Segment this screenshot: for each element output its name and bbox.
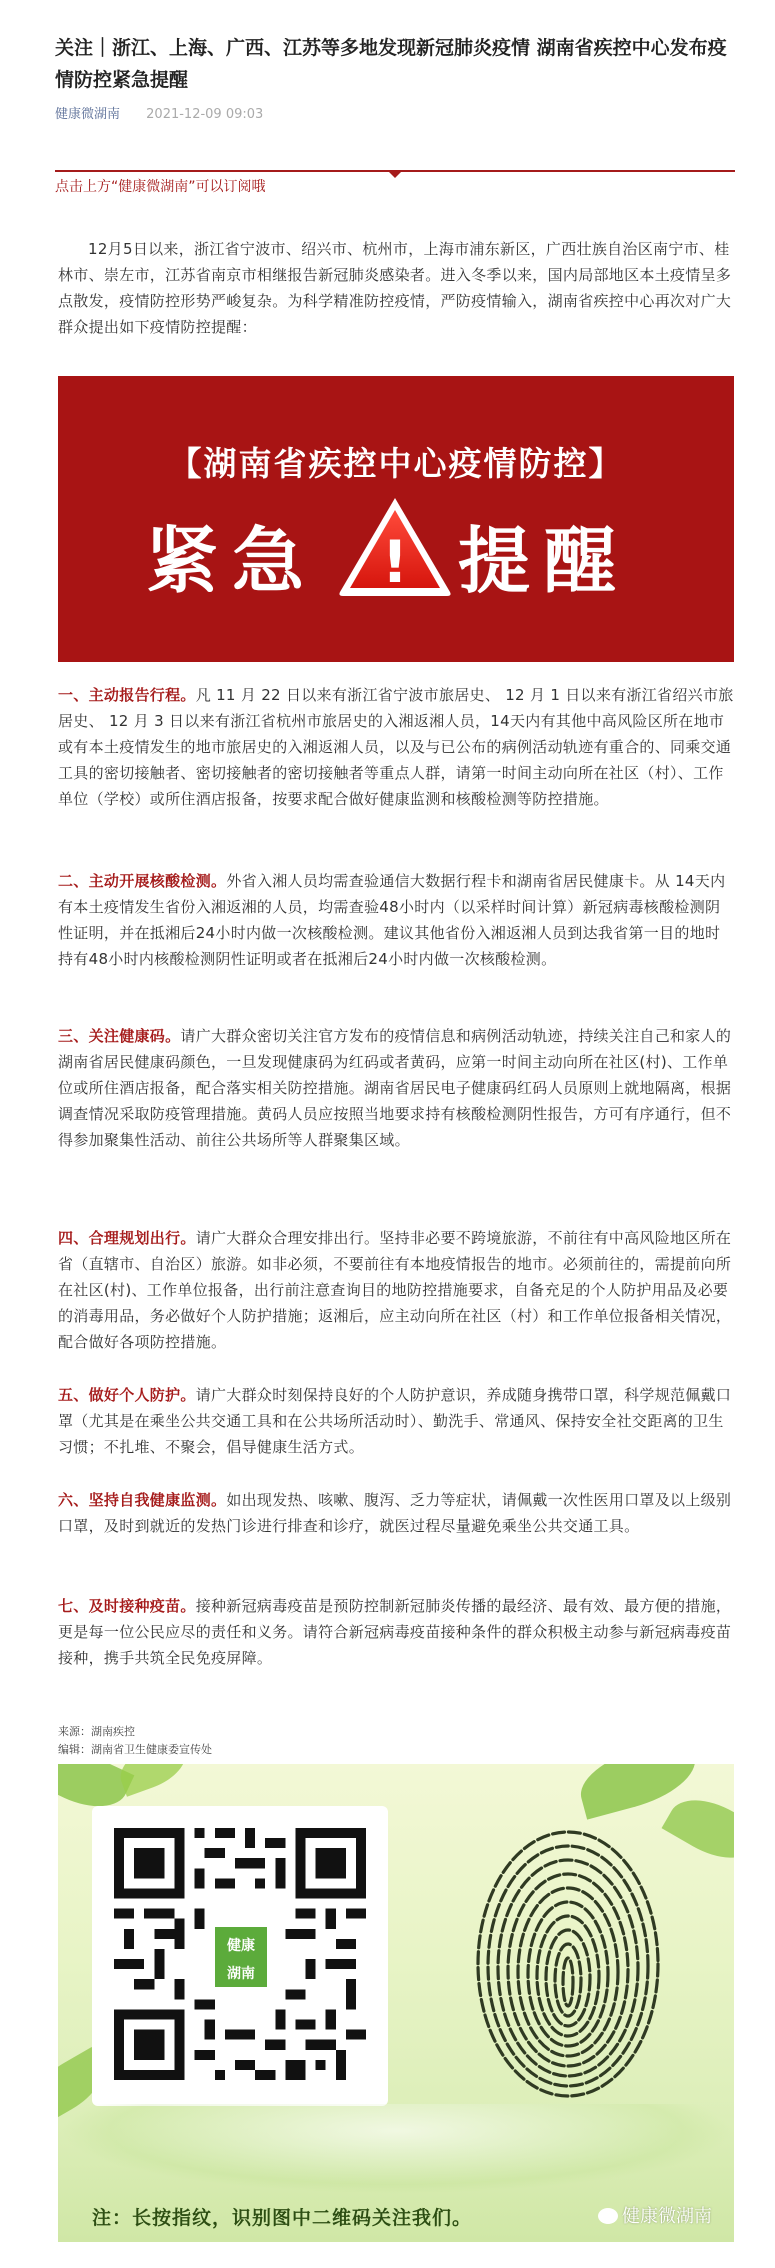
- section-6-heading: 六、坚持自我健康监测。: [58, 1491, 227, 1509]
- section-7-heading: 七、及时接种疫苗。: [58, 1597, 196, 1615]
- leaf-decoration: [113, 1764, 192, 1797]
- wechat-icon: [598, 2208, 618, 2224]
- article-title: 关注｜浙江、上海、广西、江苏等多地发现新冠肺炎疫情 湖南省疾控中心发布疫情防控紧急提醒: [55, 37, 727, 91]
- watermark: [598, 2202, 712, 2228]
- section-1: [58, 682, 734, 812]
- credit-editor: 编辑：湖南省卫生健康委宣传处: [58, 1743, 212, 1756]
- divider-notch: [387, 170, 403, 178]
- section-4-body: 请广大群众合理安排出行。坚持非必要不跨境旅游，不前往有中高风险地区所在省（直辖市、自治区）旅游。如非必须，不要前往有本地疫情报告的地市。必须前往的，需提前向所在社区(村)、工作单位报备，出行前注意查询目的地防控措施要求，自备充足的个人防护用品及必要的消毒用品，务必做好个人防护措施；返湘后，应主动向所在社区（村）和工作单位报备相关情况，配合做好各项防控措施。: [58, 1229, 732, 1351]
- section-1-body: 凡 11 月 22 日以来有浙江省宁波市旅居史、 12 月 1 日以来有浙江省绍兴市旅居史、 12 月 3 日以来有浙江省杭州市旅居史的入湘返湘人员，14天内有其他中高风险区所在地市或有本土疫情发生的地市旅居史的入湘返湘人员，以及与已公布的病例活动轨迹有重合的、同乘交通工具的密切接触者、密切接触者的密切接触者等重点人群，请第一时间主动向所在社区（村）、工作单位（学校）或所住酒店报备，按要求配合做好健康监测和核酸检测等防控措施。: [58, 686, 734, 808]
- section-7: [58, 1593, 734, 1671]
- qr-center-logo: [212, 1924, 270, 1990]
- subscribe-tip[interactable]: 点击上方“健康微湖南”可以订阅哦: [55, 179, 266, 195]
- publish-date: 2021-12-09 09:03: [146, 107, 264, 122]
- fingerprint-icon[interactable]: [470, 1824, 666, 2104]
- section-3-heading: 三、关注健康码。: [58, 1027, 181, 1045]
- section-4: [58, 1225, 734, 1355]
- section-1-heading: 一、主动报告行程。: [58, 686, 196, 704]
- warning-icon: [336, 494, 454, 598]
- section-3-body: 请广大群众密切关注官方发布的疫情信息和病例活动轨迹，持续关注自己和家人的湖南省居民健康码颜色，一旦发现健康码为红码或者黄码，应第一时间主动向所在社区(村)、工作单位或所住酒店报备，配合落实相关防控措施。湖南省居民电子健康码红码人员原则上就地隔离，根据调查情况采取防疫管理措施。黄码人员应按照当地要求持有核酸检测阴性报告，方可有序通行，但不得参加聚集性活动、前往公共场所等人群聚集区域。: [58, 1027, 732, 1149]
- credits: [58, 1723, 212, 1759]
- section-5-heading: 五、做好个人防护。: [58, 1386, 196, 1404]
- section-6: [58, 1487, 734, 1539]
- qr-promo-image[interactable]: [58, 1764, 734, 2242]
- watermark-text: 健康微湖南: [622, 2206, 712, 2227]
- section-2-heading: 二、主动开展核酸检测。: [58, 872, 227, 890]
- water-ripple: [58, 2104, 734, 2194]
- banner-title: 【湖南省疾控中心疫情防控】: [168, 444, 624, 483]
- section-5-body: 请广大群众时刻保持良好的个人防护意识，养成随身携带口罩，科学规范佩戴口罩（尤其是在乘坐公共交通工具和在公共场所活动时）、勤洗手、常通风、保持安全社交距离的卫生习惯；不扎堆、不聚会，倡导健康生活方式。: [58, 1386, 732, 1456]
- banner-word-left: 紧急: [146, 519, 319, 603]
- warning-exclamation: !: [381, 528, 409, 596]
- logo-line-1: 健康: [227, 1938, 255, 1954]
- article-meta: [55, 103, 263, 122]
- section-2-body: 外省入湘人员均需查验通信大数据行程卡和湖南省居民健康卡。从 14天内有本土疫情发生省份入湘返湘的人员，均需查验48小时内（以采样时间计算）新冠病毒核酸检测阴性证明，并在抵湘后24小时内做一次核酸检测。建议其他省份入湘返湘人员到达我省第一目的地时持有48小时内核酸检测阴性证明或者在抵湘后24小时内做一次核酸检测。: [58, 872, 726, 968]
- qr-code-card[interactable]: [92, 1806, 388, 2106]
- section-4-heading: 四、合理规划出行。: [58, 1229, 196, 1247]
- banner-word-right: 提醒: [458, 519, 631, 603]
- intro-paragraph: 12月5日以来，浙江省宁波市、绍兴市、杭州市，上海市浦东新区，广西壮族自治区南宁市、桂林市、崇左市，江苏省南京市相继报告新冠肺炎感染者。进入冬季以来，国内局部地区本土疫情呈多点散发，疫情防控形势严峻复杂。为科学精准防控疫情，严防疫情输入，湖南省疾控中心再次对广大群众提出如下疫情防控提醒：: [58, 240, 732, 336]
- qr-instruction-note: 注：长按指纹，识别图中二维码关注我们。: [92, 2207, 473, 2229]
- credit-source: 来源：湖南疾控: [58, 1725, 135, 1738]
- section-3: [58, 1023, 734, 1153]
- alert-banner: [58, 376, 734, 662]
- logo-line-2: 湖南: [227, 1966, 255, 1982]
- section-2: [58, 868, 734, 972]
- source-account-link[interactable]: 健康微湖南: [55, 107, 121, 122]
- section-5: [58, 1382, 734, 1460]
- section-7-body: 接种新冠病毒疫苗是预防控制新冠肺炎传播的最经济、最有效、最方便的措施，更是每一位公民应尽的责任和义务。请符合新冠病毒疫苗接种条件的群众积极主动参与新冠病毒疫苗接种，携手共筑全民免疫屏障。: [58, 1597, 732, 1667]
- leaf-decoration: [662, 1785, 734, 1873]
- section-6-body: 如出现发热、咳嗽、腹泻、乏力等症状，请佩戴一次性医用口罩及以上级别口罩，及时到就近的发热门诊进行排查和诊疗，就医过程尽量避免乘坐公共交通工具。: [58, 1491, 732, 1535]
